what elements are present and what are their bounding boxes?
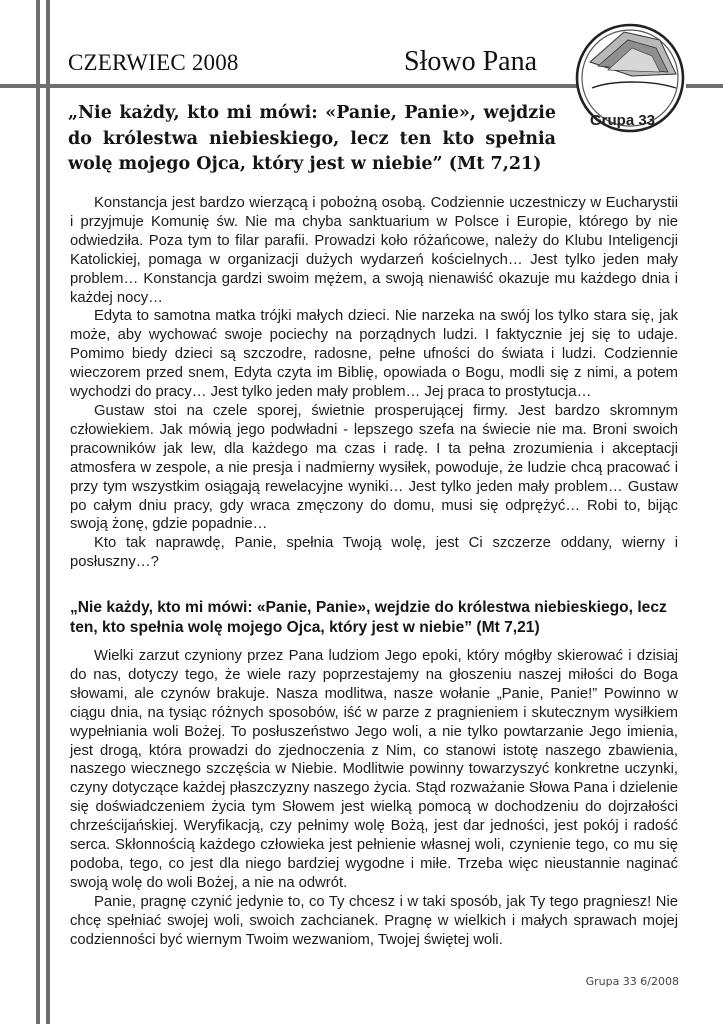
paragraph-question: Kto tak naprawdę, Panie, spełnia Twoją wolę, jest Ci szczerze oddany, wierny i posłuszny…? — [70, 535, 678, 571]
page-footer: Grupa 33 6/2008 — [585, 975, 679, 988]
left-border-bar-inner — [46, 0, 50, 1024]
issue-month: CZERWIEC 2008 — [68, 50, 239, 75]
paragraph-konstancja: Konstancja jest bardzo wierzącą i pobożną osobą. Codziennie uczestniczy w Eucharystii i przyjmuje Komunię św. Nie ma chyba sanktuarium w Polsce i Europie, którego by nie odwiedziła. Poza tym to filar parafii. Prowadzi koło różańcowe, należy do Klubu Inteligencji Katolickiej, pomaga w organizacji dużych wydarzeń kościelnych… Jest tylko jeden mały problem… Konstancja gardzi swoim mężem, a swoją nienawiść okazuje mu każdego dnia i każdej nocy… — [70, 195, 678, 306]
left-border-bar-outer — [36, 0, 40, 1024]
grupa33-logo — [572, 18, 692, 170]
header-rule-top — [0, 84, 578, 88]
subheading-text: „Nie każdy, kto mi mówi: «Panie, Panie», wejdzie do królestwa niebieskiego, lecz ten, kto spełnia wolę mojego Ojca, który jest w niebie” (Mt 7,21) — [70, 599, 667, 636]
verse-heading-text: „Nie każdy, kto mi mówi: «Panie, Panie», wejdzie do królestwa niebieskiego, lecz ten kto spełnia wolę mojego Ojca, który jest w niebie” (Mt 7,21) — [68, 103, 556, 174]
paragraph-prayer: Panie, pragnę czynić jedynie to, co Ty chcesz i w taki sposób, jak Ty tego pragniesz! Nie chcę spełniać swojej woli, swoich zachcianek. Pragnę w wielkich i małych sprawach mojej codzienności być wiernym Twoim wezwaniom, Twojej świętej woli. — [70, 893, 678, 948]
verse-heading — [68, 101, 556, 178]
section-subheading — [70, 598, 678, 638]
paragraph-reflection: Wielki zarzut czyniony przez Pana ludziom Jego epoki, który mógłby skierować i dzisiaj do nas, dotyczy tego, że wiele razy poprzestajemy na głoszeniu naszej miłości do Boga słowami, ale czynów brakuje. Nasza modlitwa, nasze wołanie „Panie, Panie!” Powinno w ciągu dnia, na tysiąc różnych sposobów, iść w parze z pragnieniem i skutecznym wysiłkiem wypełniania woli Bożej. To posłuszeństwo Jego woli, a nie tylko powtarzanie Jego imienia, jest drogą, która prowadzi do zjednoczenia z Nim, co stanowi istotę naszego zbawienia, naszego wiecznego szczęścia w Niebie. Modlitwie powinny towarzyszyć konkretne uczynki, czyny dotyczące każdej płaszczyzny naszego życia. Stąd rozważanie Słowa Pana i dzielenie się doświadczeniem życia tym Słowem jest wielką pomocą w dochodzeniu do dojrzałości chrześcijańskiej. Weryfikacją, czy pełnimy wolę Bożą, jest dar jedności, jest pokój i radość serca. Skłonnością każdego człowieka jest pełnienie własnej woli, czynienie tego, co mu się podoba, tego, co jest dla niego bardziej wygodne i miłe. Trzeba więc nieustannie naginać swoją wolę do woli Bożej, a nie na odwrót. — [70, 648, 678, 891]
paragraph-edyta: Edyta to samotna matka trójki małych dzieci. Nie narzeka na swój los tylko stara się, jak może, aby wychować swoje pociechy na porządnych ludzi. I faktycznie jej się to udaje. Pomimo biedy dzieci są szczodre, radosne, pełne ufności do świata i ludzi. Codziennie wieczorem przed snem, Edyta czyta im Biblię, opowiada o Bogu, modli się z nimi, a potem wychodzi do pracy… Jest tylko jeden mały problem… Jej praca to prostytucja… — [70, 308, 678, 401]
story-section — [70, 194, 678, 572]
reflection-section — [70, 647, 678, 950]
paragraph-gustaw: Gustaw stoi na czele sporej, świetnie prosperującej firmy. Jest bardzo skromnym człowiekiem. Jak mówią jego podwładni - lepszego szefa na świecie nie ma. Broni swoich pracowników jak lew, dla każdego ma czas i radę. I ta pełna zrozumienia i akceptacji atmosfera w zespole, a nie presja i nadmierny wysiłek, powoduje, że ludzie chcą pracować i przy tym wszystkim osiągają rewelacyjne wyniki… Jest tylko jeden mały problem… Gustaw po całym dniu pracy, gdy wraca zmęczony do domu, musi się odprężyć… Robi to, bijąc swoją żonę, gdzie popadnie… — [70, 402, 678, 533]
logo-text: Grupa 33 — [590, 112, 656, 129]
publication-title: Słowo Pana — [404, 46, 537, 77]
